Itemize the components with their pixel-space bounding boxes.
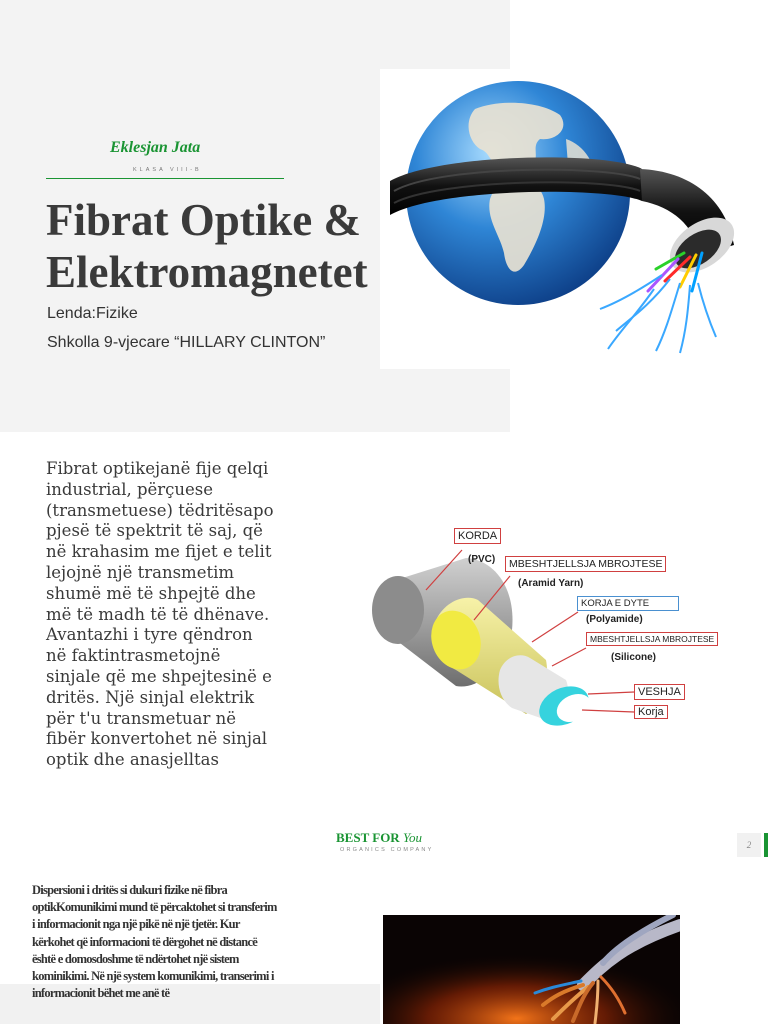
page-number-accent-bar — [764, 833, 768, 857]
label-korja-e-dyte: KORJA E DYTE — [577, 596, 679, 611]
label-mbeshtjellsja-2: MBESHTJELLSJA MBROJTESE — [586, 632, 718, 646]
globe-fiber-cable-icon — [380, 69, 768, 369]
brand-logo — [336, 830, 422, 846]
author-name: Eklesjan Jata — [110, 139, 201, 156]
label-veshja: VESHJA — [634, 684, 685, 700]
slide-title — [46, 194, 368, 298]
title-divider — [46, 178, 284, 179]
label-korja: Korja — [634, 705, 668, 719]
label-polyamide: (Polyamide) — [586, 614, 643, 625]
page-number: 2 — [737, 833, 761, 857]
fiber-optic-strands-photo — [383, 915, 680, 1024]
dispersion-text: Dispersioni i dritës si dukuri fizike në fibra optikKomunikimi mund të përcaktohet si transferim i informacionit nga një pikë në një tjetër. Kur kërkohet që informacioni të dërgohet në distancë është e domosdoshme të ndërtohet një sistem kominikimi. Në një system komunikimi, transerimi i informacionit bëhet me anë të — [32, 883, 277, 1001]
label-silicone: (Silicone) — [611, 652, 657, 663]
brand-main: BEST FOR — [336, 830, 400, 845]
label-aramid-yarn: (Aramid Yarn) — [518, 578, 584, 589]
subject-line: Lenda:Fizike — [47, 305, 138, 322]
school-line: Shkolla 9-vjecare “HILLARY CLINTON” — [47, 334, 326, 351]
label-korda: KORDA — [454, 528, 501, 544]
label-mbeshtjellsja-1: MBESHTJELLSJA MBROJTESE — [505, 556, 666, 572]
fiber-cable-diagram — [366, 520, 726, 740]
fiber-description-text: Fibrat optikejanë fije qelqi industrial, përçuese (transmetuese) tëdritësapo pjesë të spektrit të saj, që në krahasim me fijet e telit lejojnë një transmetim shumë më të shpejtë dhe më të madh të të dhënave. Avantazhi i tyre qëndron në faktintrasmetojnë sinjale që me shpejtesinë e dritës. Një sinjal elektrik për t'u transmetuar në fibër konvertohet në sinjal optik dhe anasjelltas — [46, 459, 274, 770]
label-korda-material: (PVC) — [468, 554, 496, 565]
title-line-1: Fibrat Optike & — [46, 195, 361, 245]
title-line-2: Elektromagnetet — [46, 247, 368, 297]
brand-subtitle: ORGANICS COMPANY — [340, 847, 434, 853]
class-label: KLASA VIII-B — [133, 167, 202, 173]
brand-you: You — [402, 830, 422, 845]
